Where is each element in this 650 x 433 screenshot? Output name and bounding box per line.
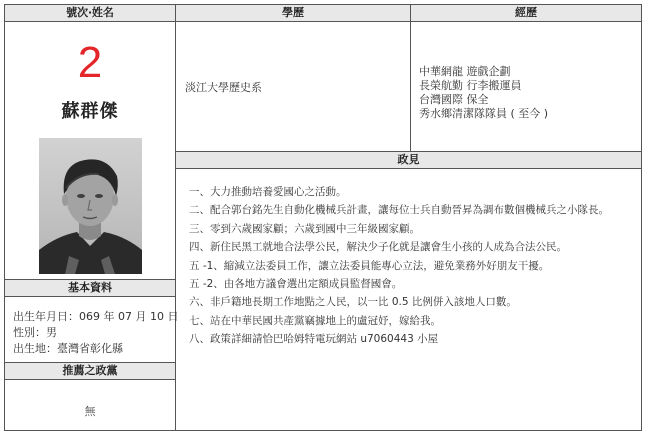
portrait-photo-icon — [39, 138, 142, 274]
policy-item: 六、非戶籍地長期工作地點之人民，以一比 0.5 比例併入該地人口數。 — [189, 296, 517, 309]
policy-item: 一、大力推動培養愛國心之活動。 — [189, 186, 347, 198]
divider — [176, 168, 641, 169]
experience-item: 長榮航勤 行李搬運員 — [419, 79, 522, 92]
header-number-name: 號次‧姓名 — [5, 5, 175, 21]
header-party: 推薦之政黨 — [5, 363, 175, 379]
divider — [5, 21, 641, 22]
header-basic-info: 基本資料 — [5, 280, 175, 296]
policy-item: 八、政策詳細請恰巴哈姆特電玩網站 u7060443 小屋 — [189, 333, 439, 346]
experience-item: 秀水鄉清潔隊隊員 ( 至今 ) — [419, 107, 549, 120]
header-policy: 政見 — [176, 152, 641, 168]
divider — [5, 379, 175, 380]
divider — [5, 296, 175, 297]
policy-item: 四、新住民黑工就地合法學公民，解決少子化就是讓會生小孩的人成為合法公民。 — [189, 241, 567, 254]
policy-item: 二、配合郭台銘先生自動化機械兵計畫，讓每位士兵自動晉昇為調布數個機械兵之小隊長。 — [189, 204, 609, 217]
policy-item: 七、站在中華民國共產黨竊據地上的盧冠妤，嫁給我。 — [189, 314, 441, 327]
experience-item: 台灣國際 保全 — [419, 93, 489, 106]
divider — [410, 5, 411, 151]
gender: 性別：男 — [13, 326, 57, 339]
portrait-photo — [39, 138, 142, 274]
policy-list — [189, 183, 609, 349]
birth-date: 出生年月日：069 年 07 月 10 日 — [13, 310, 179, 323]
experience-list — [419, 65, 548, 121]
header-experience: 經歷 — [411, 5, 641, 21]
policy-item: 五 -1、縮減立法委員工作，讓立法委員能專心立法，避免業務外好朋友干擾。 — [189, 259, 550, 272]
experience-item: 中華網龍 遊戲企劃 — [419, 65, 511, 78]
policy-item: 三、零到六歲國家顧；六歲到國中三年級國家顧。 — [189, 222, 420, 235]
candidate-sheet — [4, 4, 642, 431]
party-value: 無 — [84, 405, 96, 418]
birthplace: 出生地：臺灣省彰化縣 — [13, 342, 123, 355]
education-value: 淡江大學歷史系 — [185, 81, 262, 94]
policy-item: 五 -2、由各地方議會選出定額成員監督國會。 — [189, 278, 403, 291]
candidate-number: 2 — [77, 38, 103, 87]
divider — [175, 5, 176, 430]
candidate-name: 蘇群傑 — [61, 101, 119, 122]
header-education: 學歷 — [176, 5, 410, 21]
